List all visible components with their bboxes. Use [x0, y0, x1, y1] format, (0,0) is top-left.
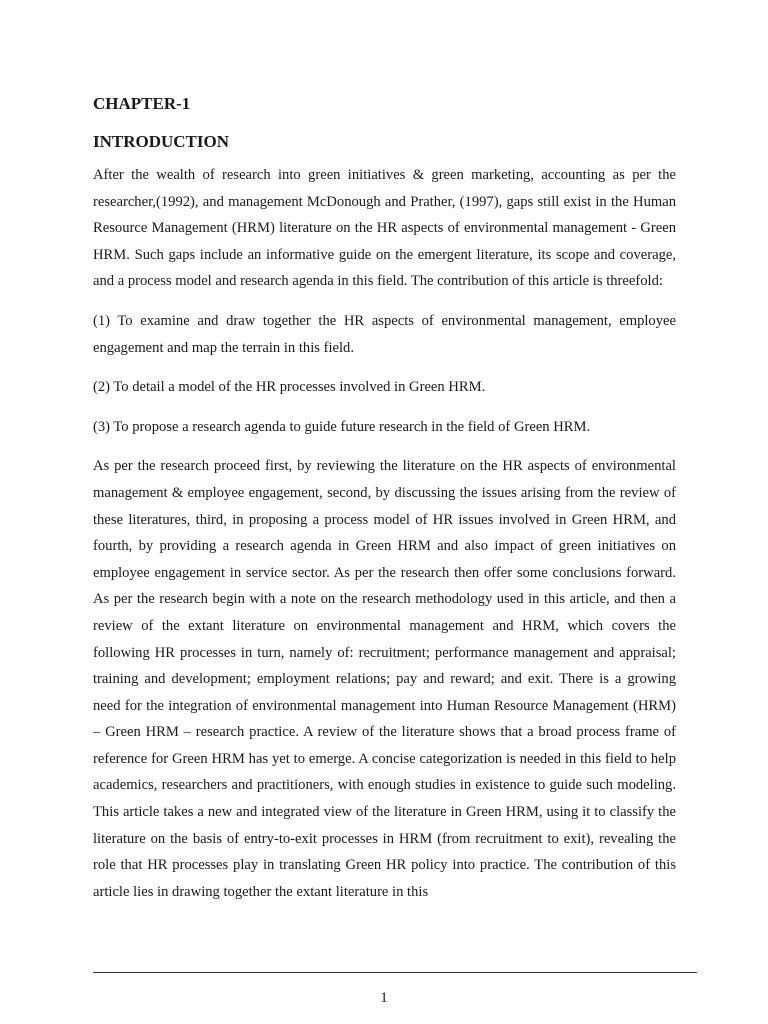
- list-item-3: (3) To propose a research agenda to guide future research in the field of Green HRM.: [93, 418, 591, 435]
- list-item-1: (1) To examine and draw together the HR aspects of environmental management, employee engagement and map the terrain in this field.: [93, 312, 676, 356]
- page-number: 1: [380, 990, 388, 1006]
- footer-rule: [93, 972, 697, 973]
- chapter-label: CHAPTER-1: [93, 94, 191, 113]
- intro-paragraph: After the wealth of research into green initiatives & green marketing, accounting as per the researcher,(1992), and management McDonough and Prather, (1997), gaps still exist in the Human Resource Management (HRM) literature on the HR aspects of environmental management - Green HRM. Such gaps include an informative guide on the emergent literature, its scope and coverage, and a process model and research agenda in this field. The contribution of this article is threefold:: [93, 167, 676, 290]
- main-paragraph: As per the research proceed first, by reviewing the literature on the HR aspects of environmental management & employee engagement, second, by discussing the issues arising from the review of these literatures, third, in proposing a process model of HR issues involved in Green HRM, and fourth, by providing a research agenda in Green HRM and also impact of green initiatives on employee engagement in service sector. As per the research then offer some conclusions forward. As per the research begin with a note on the research methodology used in this article, and then a review of the extant literature on environmental management and HRM, which covers the following HR processes in turn, namely of: recruitment; performance management and appraisal; training and development; employment relations; pay and reward; and exit. There is a growing need for the integration of environmental management into Human Resource Management (HRM) – Green HRM – research practice. A review of the literature shows that a broad process frame of reference for Green HRM has yet to emerge. A concise categorization is needed in this field to help academics, researchers and practitioners, with enough studies in existence to guide such modeling. This article takes a new and integrated view of the literature in Green HRM, using it to classify the literature on the basis of entry-to-exit processes in HRM (from recruitment to exit), revealing the role that HR processes play in translating Green HR policy into practice. The contribution of this article lies in drawing together the extant literature in this: [93, 458, 676, 900]
- section-heading: INTRODUCTION: [93, 132, 230, 151]
- list-item-2: (2) To detail a model of the HR processes involved in Green HRM.: [93, 379, 486, 396]
- page-content: [93, 90, 676, 905]
